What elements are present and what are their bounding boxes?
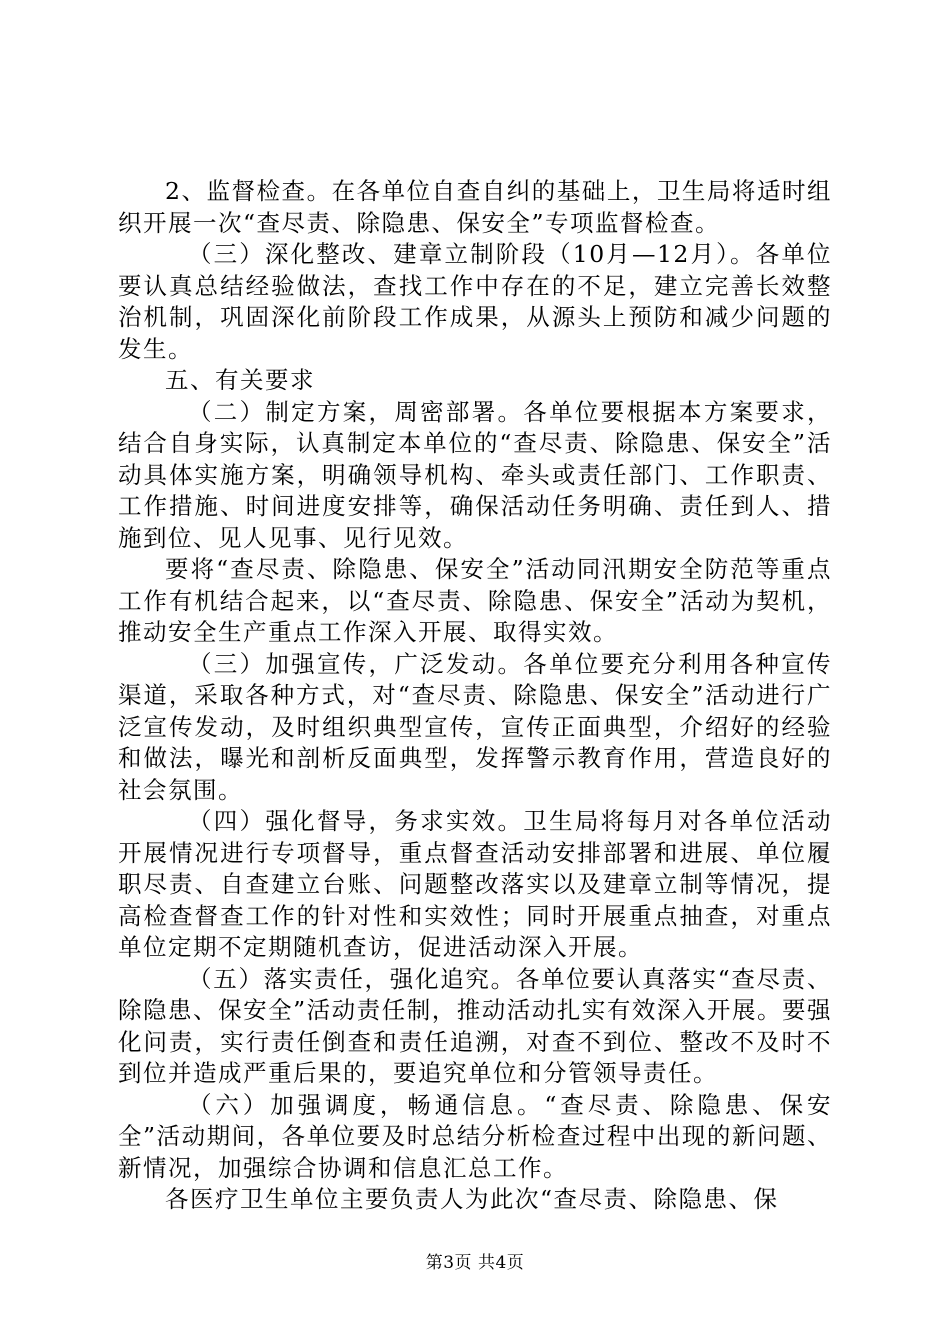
page-number-footer: 第3页 共4页 [425, 1253, 525, 1273]
paragraph-supervision-guidance: （四）强化督导，务求实效。卫生局将每月对各单位活动开展情况进行专项督导，重点督查活动安排部署和进展、单位履职尽责、自查建立台账、问题整改落实以及建章立制等情况，提高检查督查工作的针对性和实效性；同时开展重点抽查，对重点单位定期不定期随机查访，促进活动深入开展。 [118, 807, 832, 961]
paragraph-plan-deployment: （二）制定方案，周密部署。各单位要根据本方案要求，结合自身实际，认真制定本单位的“查尽责、除隐患、保安全”活动具体实施方案，明确领导机构、牵头或责任部门、工作职责、工作措施、时间进度安排等，确保活动任务明确、责任到人、措施到位、见人见事、见行见效。 [118, 397, 832, 552]
paragraph-supervision-check: 2、监督检查。在各单位自查自纠的基础上，卫生局将适时组织开展一次“查尽责、除隐患、保安全”专项监督检查。 [118, 177, 832, 237]
paragraph-unit-heads: 各医疗卫生单位主要负责人为此次“查尽责、除隐患、保 [165, 1185, 779, 1213]
paragraph-combine-work: 要将“查尽责、除隐患、保安全”活动同汛期安全防范等重点工作有机结合起来，以“查尽责、除隐患、保安全”活动为契机，推动安全生产重点工作深入开展、取得实效。 [118, 555, 832, 646]
section-heading-requirements: 五、有关要求 [165, 366, 315, 394]
paragraph-accountability: （五）落实责任，强化追究。各单位要认真落实“查尽责、除隐患、保安全”活动责任制，推动活动扎实有效深入开展。要强化问责，实行责任倒查和责任追溯，对查不到位、整改不及时不到位并造成严重后果的，要追究单位和分管领导责任。 [118, 964, 832, 1087]
paragraph-publicity: （三）加强宣传，广泛发动。各单位要充分利用各种宣传渠道，采取各种方式，对“查尽责、除隐患、保安全”活动进行广泛宣传发动，及时组织典型宣传，宣传正面典型，介绍好的经验和做法，曝光和剖析反面典型，发挥警示教育作用，营造良好的社会氛围。 [118, 649, 832, 804]
paragraph-information-dispatch: （六）加强调度，畅通信息。“查尽责、除隐患、保安全”活动期间，各单位要及时总结分析检查过程中出现的新问题、新情况，加强综合协调和信息汇总工作。 [118, 1090, 832, 1182]
document-body [118, 176, 832, 1216]
paragraph-rectification-stage: （三）深化整改、建章立制阶段（10月—12月）。各单位要认真总结经验做法，查找工作中存在的不足，建立完善长效整治机制，巩固深化前阶段工作成果，从源头上预防和减少问题的发生。 [118, 240, 832, 363]
